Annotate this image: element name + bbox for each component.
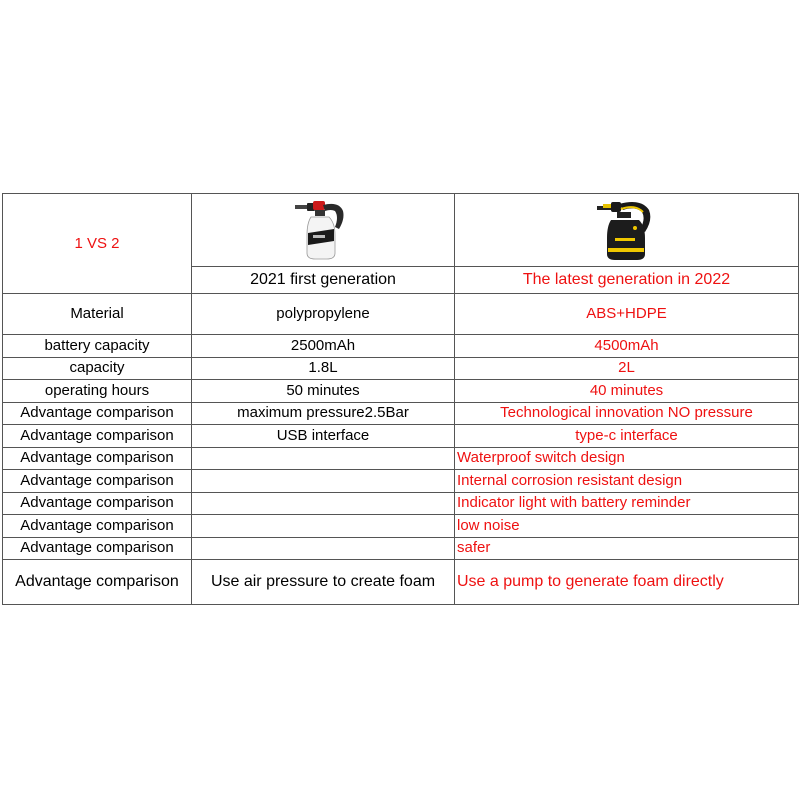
row-label: battery capacity xyxy=(3,335,192,358)
row-label: Material xyxy=(3,294,192,335)
row-label: Advantage comparison xyxy=(3,470,192,493)
row-label: operating hours xyxy=(3,380,192,403)
first-gen-value: polypropylene xyxy=(192,294,455,335)
first-gen-product-image xyxy=(192,194,455,267)
row-label: Advantage comparison xyxy=(3,425,192,448)
latest-gen-value: type-c interface xyxy=(455,425,799,448)
first-gen-value xyxy=(192,492,455,515)
first-gen-value xyxy=(192,515,455,538)
first-gen-value xyxy=(192,470,455,493)
latest-gen-value: low noise xyxy=(455,515,799,538)
row-label: Advantage comparison xyxy=(3,537,192,560)
table-row xyxy=(3,515,799,538)
latest-gen-value: safer xyxy=(455,537,799,560)
latest-gen-title: The latest generation in 2022 xyxy=(455,267,799,294)
table-row xyxy=(3,335,799,358)
latest-gen-value: 40 minutes xyxy=(455,380,799,403)
row-label: capacity xyxy=(3,357,192,380)
first-gen-value: USB interface xyxy=(192,425,455,448)
latest-gen-value: Internal corrosion resistant design xyxy=(455,470,799,493)
table-row xyxy=(3,294,799,335)
latest-gen-value: Waterproof switch design xyxy=(455,447,799,470)
first-gen-value: 2500mAh xyxy=(192,335,455,358)
vs-label: 1 VS 2 xyxy=(3,194,192,294)
black-yellow-sprayer-icon xyxy=(595,198,659,262)
latest-gen-value: 4500mAh xyxy=(455,335,799,358)
image-row xyxy=(3,194,799,267)
latest-gen-value: Use a pump to generate foam directly xyxy=(455,560,799,605)
table-row xyxy=(3,402,799,425)
table-row xyxy=(3,470,799,493)
table-row xyxy=(3,380,799,403)
row-label: Advantage comparison xyxy=(3,492,192,515)
row-label: Advantage comparison xyxy=(3,447,192,470)
latest-gen-value: 2L xyxy=(455,357,799,380)
row-label: Advantage comparison xyxy=(3,402,192,425)
table-row xyxy=(3,357,799,380)
latest-gen-value: ABS+HDPE xyxy=(455,294,799,335)
latest-gen-value: Indicator light with battery reminder xyxy=(455,492,799,515)
latest-gen-product-image xyxy=(455,194,799,267)
first-gen-value: 50 minutes xyxy=(192,380,455,403)
first-gen-value: maximum pressure2.5Bar xyxy=(192,402,455,425)
white-sprayer-icon xyxy=(293,199,353,261)
table-row xyxy=(3,492,799,515)
table-row xyxy=(3,447,799,470)
table-row xyxy=(3,560,799,605)
row-label: Advantage comparison xyxy=(3,515,192,538)
row-label: Advantage comparison xyxy=(3,560,192,605)
table-row xyxy=(3,537,799,560)
first-gen-value: 1.8L xyxy=(192,357,455,380)
first-gen-title: 2021 first generation xyxy=(192,267,455,294)
latest-gen-value: Technological innovation NO pressure xyxy=(455,402,799,425)
first-gen-value xyxy=(192,537,455,560)
first-gen-value: Use air pressure to create foam xyxy=(192,560,455,605)
comparison-table xyxy=(2,193,799,605)
first-gen-value xyxy=(192,447,455,470)
table-row xyxy=(3,425,799,448)
